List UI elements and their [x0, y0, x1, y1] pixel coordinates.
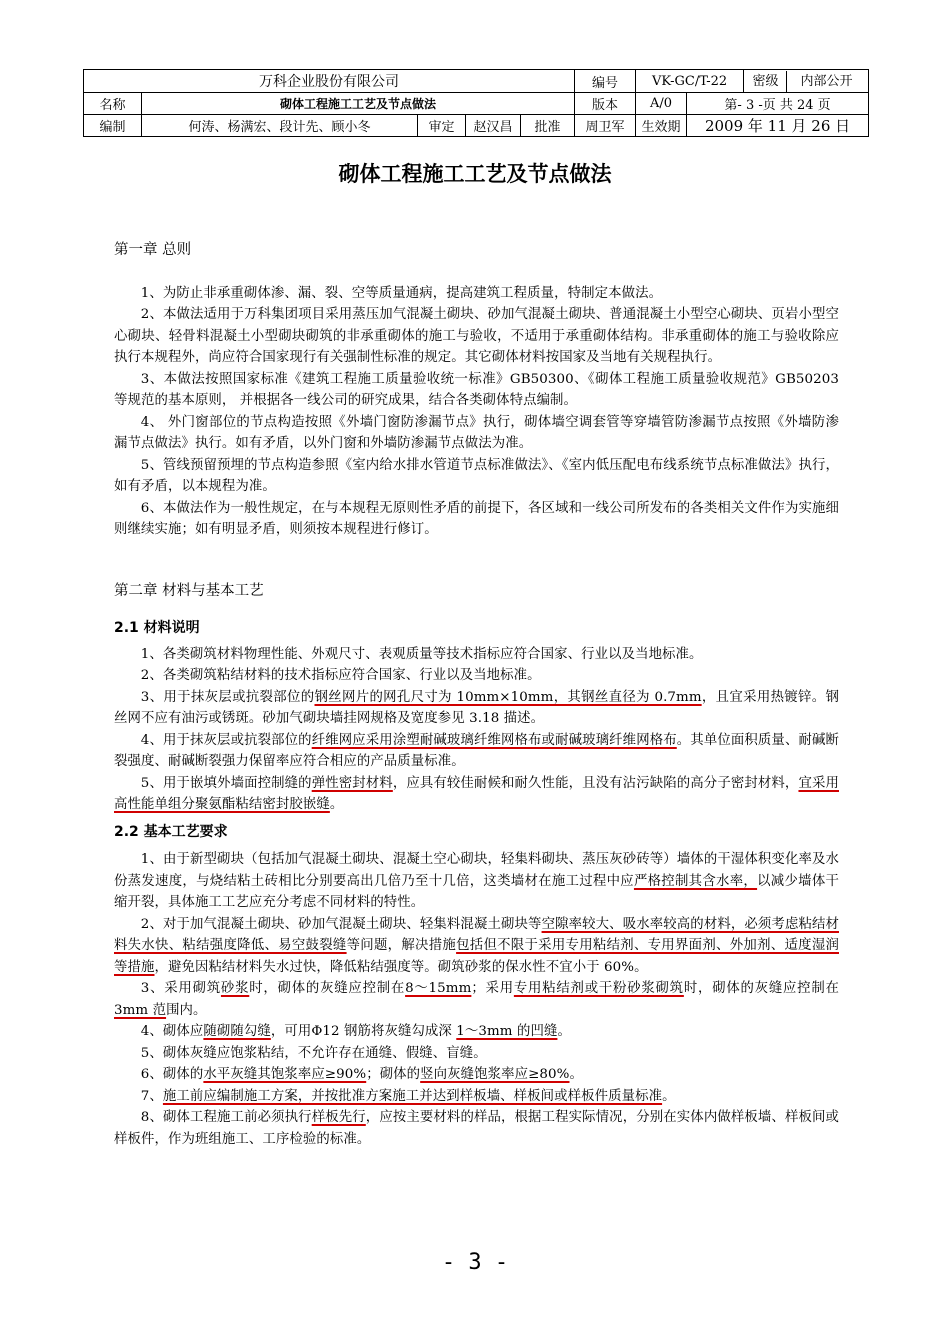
- s22-paragraph: 3、采用砌筑砂浆时，砌体的灰缝应控制在8～15mm；采用专用粘结剂或干粉砂浆砌筑时，砌体的灰缝应控制在3mm 范围内。: [114, 981, 839, 1018]
- page-info: 第- 3 -页 共 24 页: [687, 93, 869, 115]
- code-value: VK-GC/T-22: [636, 70, 744, 93]
- ch1-paragraph: 1、为防止非承重砌体渗、漏、裂、空等质量通病，提高建筑工程质量，特制定本做法。: [140, 285, 663, 301]
- s22-paragraph: 8、砌体工程施工前必须执行样板先行，应按主要材料的样品，根据工程实际情况，分别在实体内做样板墙、样板间或样板件，作为班组施工、工序检验的标准。: [114, 1110, 839, 1147]
- document-header-table: [83, 69, 869, 137]
- highlight: 纤维网应采用涂塑耐碱玻璃纤维网格布或耐碱玻璃纤维网格布: [311, 732, 677, 748]
- highlight: 随砌随勾缝: [203, 1024, 271, 1039]
- approve-label: 批准: [521, 115, 575, 137]
- highlight: 8～15mm: [405, 981, 472, 996]
- s22-paragraph: 4、砌体应随砌随勾缝，可用Φ12 钢筋将灰缝勾成深 1～3mm 的凹缝。: [140, 1024, 571, 1039]
- section-2-1-heading: 2.1 材料说明: [114, 620, 200, 636]
- highlight: 砂浆: [220, 981, 250, 996]
- s22-paragraph: 2、对于加气混凝土砌块、砂加气混凝土砌块、轻集料混凝土砌块等空隙率较大、吸水率较高的材料，必须考虑粘结材料失水快、粘结强度降低、易空鼓裂缝等问题，解决措施包括但不限于采用专用粘结剂、专用界面剂、外加剂、适度湿润等措施，避免因粘结材料失水过快，降低粘结强度等。砌筑砂浆的保水性不宜小于 60%。: [114, 916, 839, 975]
- s22-paragraph: 5、砌体灰缝应饱浆粘结，不允许存在通缝、假缝、盲缝。: [140, 1045, 487, 1061]
- version-value: A/0: [636, 93, 687, 115]
- s22-paragraph: 1、由于新型砌块（包括加气混凝土砌块、混凝土空心砌块，轻集料砌块、蒸压灰砂砖等）墙体的干湿体积变化率及水份蒸发速度，与烧结粘土砖相比分别要高出几倍乃至十几倍，这类墙材在施工过程中应严格控制其含水率，以减少墙体干缩开裂，具体施工工艺应充分考虑不同材料的特性。: [114, 852, 839, 910]
- company-name: 万科企业股份有限公司: [84, 70, 575, 93]
- code-label: 编号: [575, 70, 636, 93]
- page-number: - 3 -: [441, 1250, 509, 1275]
- highlight: 钢丝网片的网孔尺寸为 10mm×10mm，其钢丝直径为 0.7mm: [314, 689, 702, 705]
- name-label: 名称: [84, 93, 142, 115]
- highlight: 水平灰缝其饱浆率应≥90%: [203, 1067, 367, 1082]
- page-title: 砌体工程施工工艺及节点做法: [338, 162, 612, 186]
- s21-paragraph: 3、用于抹灰层或抗裂部位的钢丝网片的网孔尺寸为 10mm×10mm，其钢丝直径为 0.7mm，且宜采用热镀锌。钢丝网不应有油污或锈斑。砂加气砌块墙挂网规格及宽度参见 3.18 描述。: [114, 689, 839, 726]
- highlight: 竖向灰缝饱浆率应≥80%: [420, 1067, 570, 1082]
- s21-paragraph: 1、各类砌筑材料物理性能、外观尺寸、表观质量等技术指标应符合国家、行业以及当地标准。: [140, 646, 703, 662]
- highlight: 专用粘结剂或干粉砂浆砌筑: [513, 981, 684, 996]
- review-value: 赵汉昌: [466, 115, 521, 137]
- highlight: 包括但不限于采用专用粘结剂、专用界面剂、外加剂、适度湿润等措施: [114, 938, 839, 975]
- highlight: 宜采用高性能单组分聚氨酯粘结密封胶嵌缝: [114, 775, 839, 812]
- highlight: 施工前应编制施工方案，并按批准方案施工并达到样板墙、样板间或样板件质量标准: [162, 1088, 663, 1104]
- highlight: 样板先行: [311, 1110, 366, 1125]
- chapter-1-heading: 第一章 总则: [114, 242, 192, 258]
- s22-paragraph: 7、施工前应编制施工方案，并按批准方案施工并达到样板墙、样板间或样板件质量标准。: [140, 1088, 676, 1104]
- ch1-paragraph: 6、本做法作为一般性规定，在与本规程无原则性矛盾的前提下，各区域和一线公司所发布的各类相关文件作为实施细则继续实施；如有明显矛盾，则须按本规程进行修订。: [114, 500, 839, 537]
- highlight: 1～3mm 的凹缝: [456, 1024, 558, 1039]
- effective-date: 2009 年 11 月 26 日: [687, 115, 869, 137]
- document-name: 砌体工程施工工艺及节点做法: [142, 93, 575, 115]
- highlight: 弹性密封材料: [311, 775, 393, 791]
- s21-paragraph: 5、用于嵌填外墙面控制缝的弹性密封材料，应具有较佳耐候和耐久性能，且没有沾污缺陷的高分子密封材料，宜采用高性能单组分聚氨酯粘结密封胶嵌缝。: [114, 775, 839, 812]
- chapter-2-heading: 第二章 材料与基本工艺: [114, 582, 264, 599]
- secret-label: 密级: [746, 71, 787, 92]
- s22-paragraph: 6、砌体的水平灰缝其饱浆率应≥90%；砌体的竖向灰缝饱浆率应≥80%。: [140, 1067, 583, 1082]
- author-value: 何涛、杨满宏、段计先、顾小冬: [142, 115, 418, 137]
- effective-label: 生效期: [636, 115, 687, 137]
- ch1-paragraph: 5、管线预留预埋的节点构造参照《室内给水排水管道节点标准做法》、《室内低压配电布线系统节点标准做法》执行，如有矛盾，以本规程为准。: [114, 457, 839, 494]
- section-2-2-heading: 2.2 基本工艺要求: [114, 823, 228, 840]
- secret-value: 内部公开: [800, 74, 853, 89]
- s21-paragraph: 2、各类砌筑粘结材料的技术指标应符合国家、行业以及当地标准。: [140, 668, 541, 683]
- version-label: 版本: [575, 93, 636, 115]
- ch1-paragraph: 4、 外门窗部位的节点构造按照《外墙门窗防渗漏节点》执行，砌体墙空调套管等穿墙管防渗漏节点按照《外墙防渗漏节点做法》执行。如有矛盾，以外门窗和外墙防渗漏节点做法为准。: [114, 414, 839, 451]
- ch1-paragraph: 3、本做法按照国家标准《建筑工程施工质量验收统一标准》GB50300、《砌体工程施工质量验收规范》GB50203 等规范的基本原则， 并根据各一线公司的研究成果，结合各类砌体特点编制。: [114, 371, 839, 408]
- author-label: 编制: [84, 115, 142, 137]
- approve-value: 周卫军: [575, 115, 636, 137]
- highlight: 严格控制其含水率，: [633, 873, 758, 889]
- ch1-paragraph: 2、本做法适用于万科集团项目采用蒸压加气混凝土砌块、砂加气混凝土砌块、普通混凝土小型空心砌块、页岩小型空心砌块、轻骨料混凝土小型砌块砌筑的非承重砌体的施工与验收，不适用于承重砌体结构。非承重砌体的施工与验收除应执行本规程外，尚应符合国家现行有关强制性标准的规定。其它砌体材料按国家及当地有关规程执行。: [114, 307, 839, 365]
- review-label: 审定: [418, 115, 466, 137]
- document-body: [114, 240, 839, 1150]
- highlight: 3mm 范: [114, 1002, 167, 1018]
- highlight: 空隙率较大、吸水率较高的材料，必须考虑粘结材料失水快、粘结强度降低、易空鼓裂缝: [114, 916, 839, 953]
- s21-paragraph: 4、用于抹灰层或抗裂部位的纤维网应采用涂塑耐碱玻璃纤维网格布或耐碱玻璃纤维网格布。其单位面积质量、耐碱断裂强度、耐碱断裂强力保留率应符合相应的产品质量标准。: [114, 732, 840, 769]
